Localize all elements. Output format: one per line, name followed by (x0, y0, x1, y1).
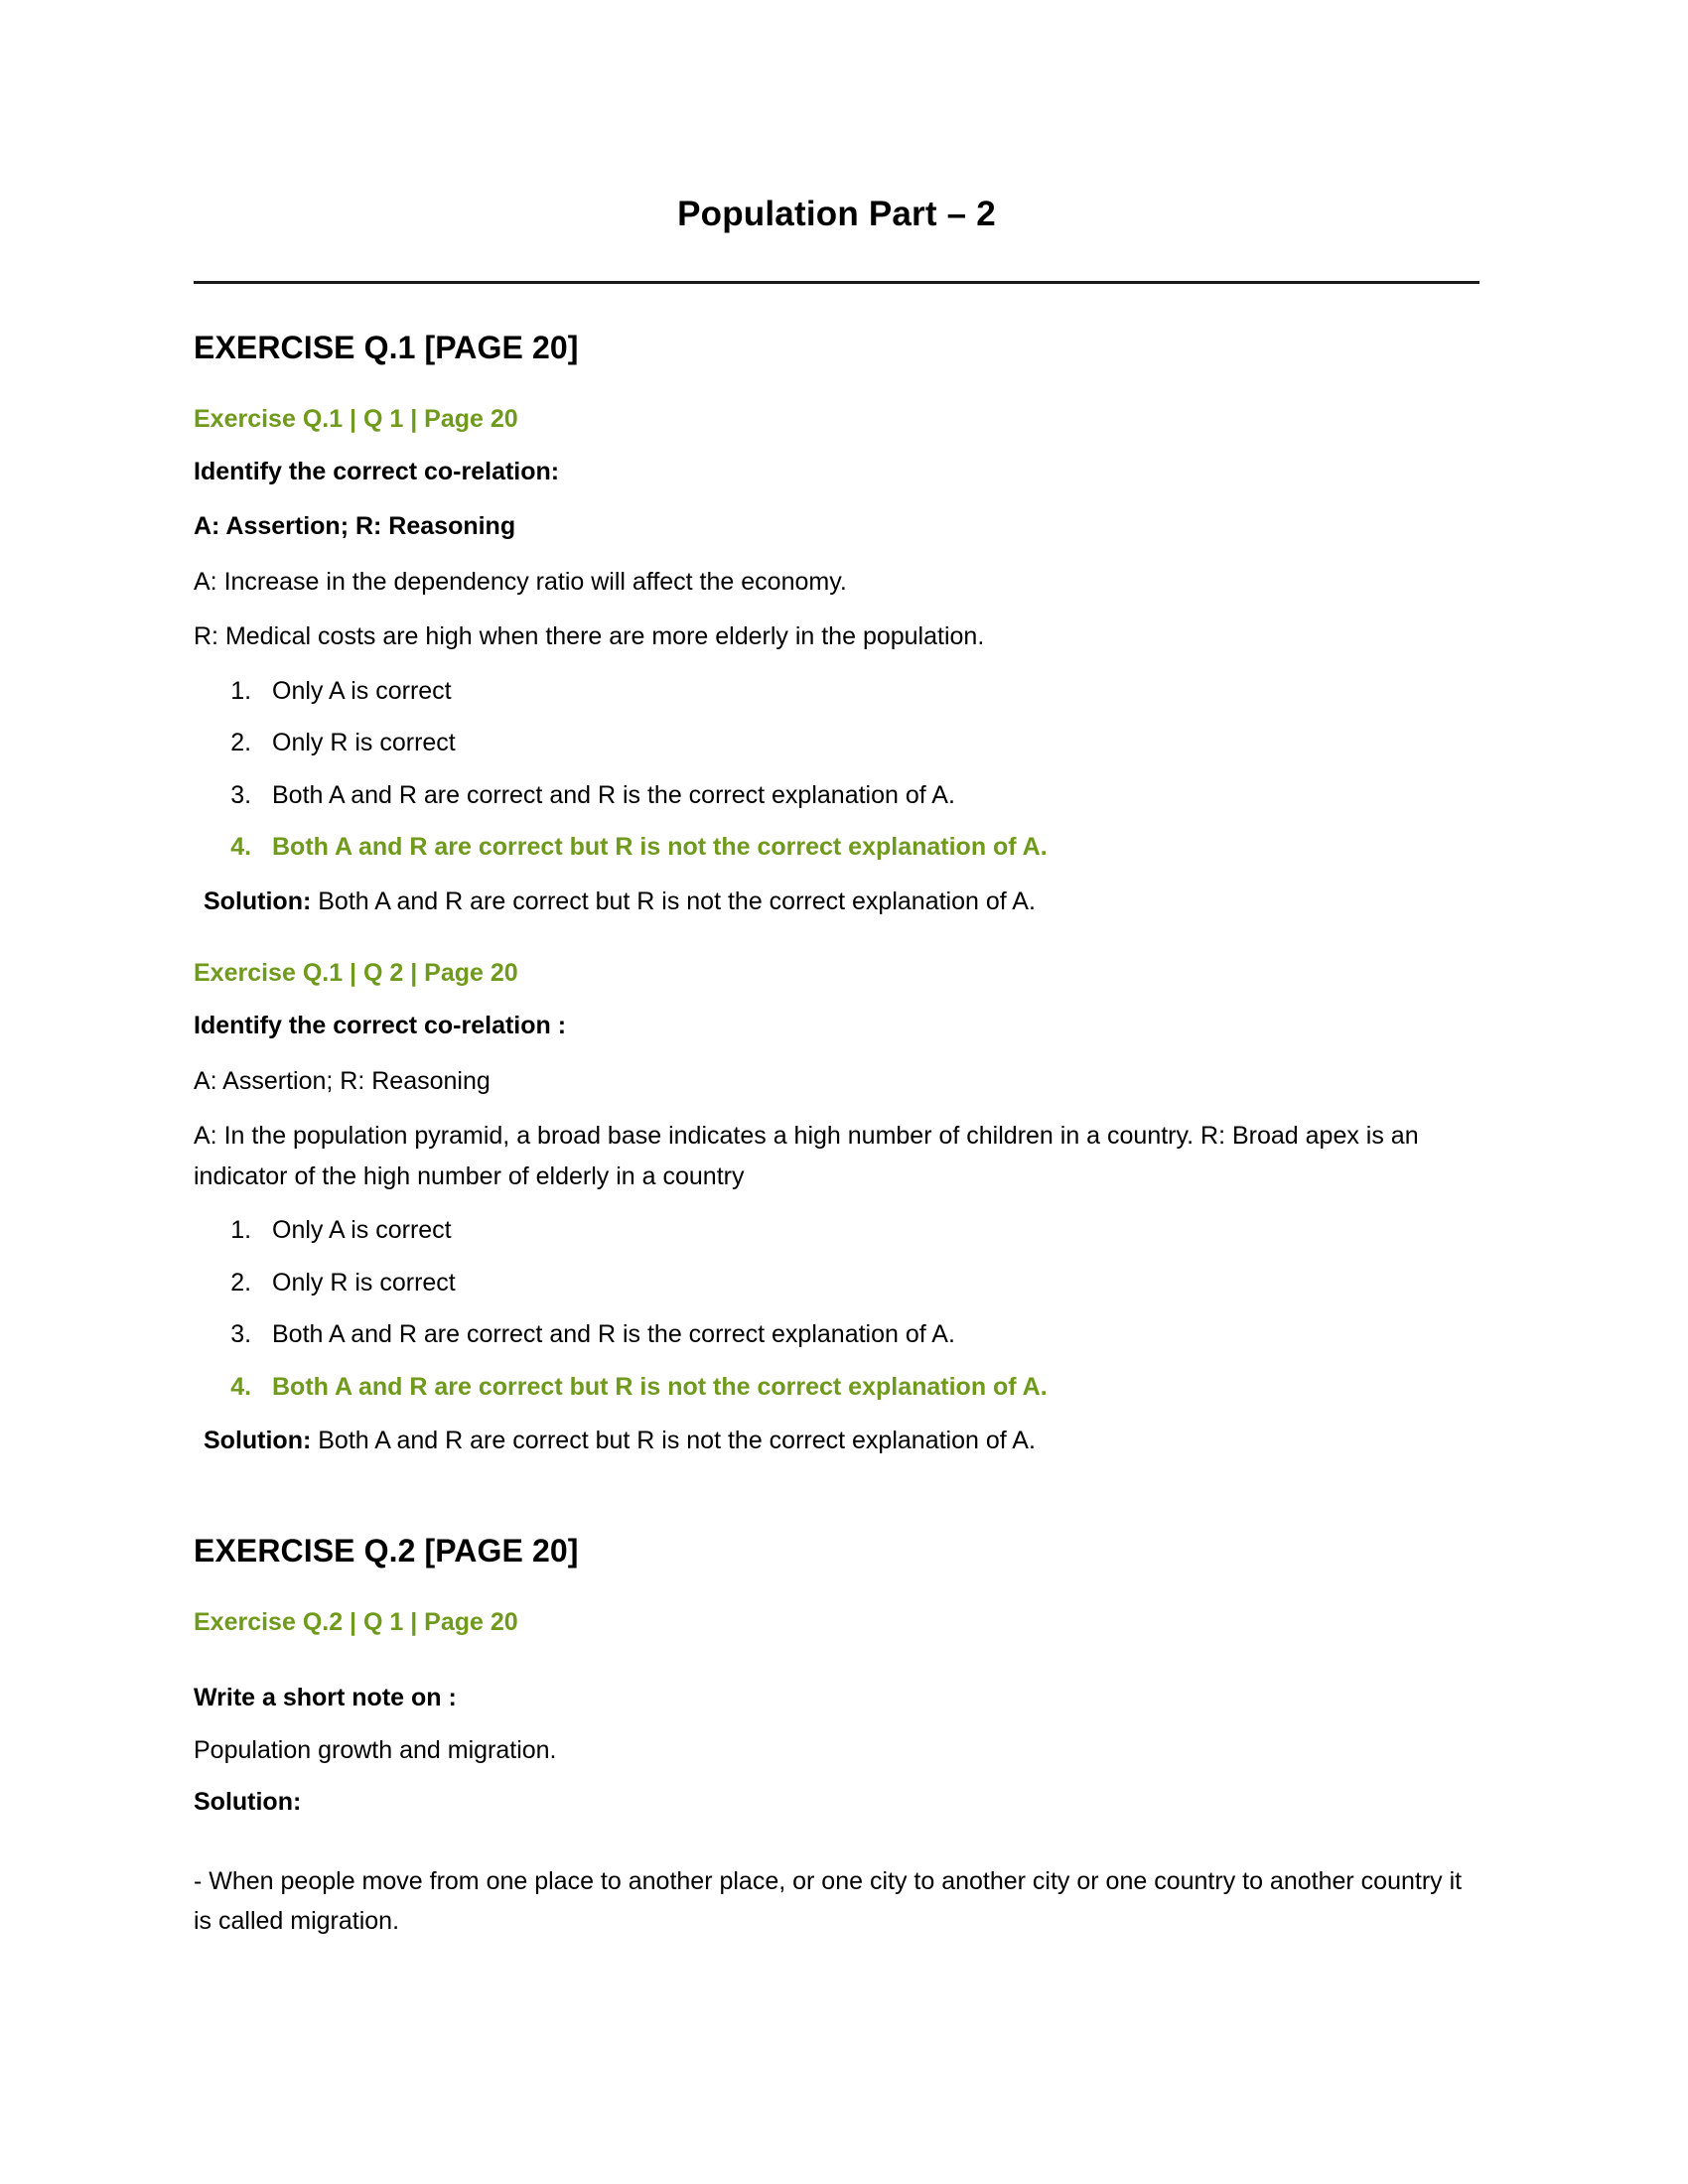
question-legend-q1-1: A: Assertion; R: Reasoning (194, 512, 516, 541)
question-prompt-q2-1: Write a short note on : (194, 1684, 457, 1712)
option-item[interactable] (258, 1302, 1479, 1355)
question-topic-q2-1: Population growth and migration. (194, 1735, 557, 1764)
section-heading-exercise-1: EXERCISE Q.1 [PAGE 20] (194, 330, 579, 365)
option-label: Only A is correct (272, 676, 452, 705)
option-label: Both A and R are correct and R is the correct explanation of A. (272, 1320, 955, 1348)
solution-text: Both A and R are correct but R is not the correct explanation of A. (311, 1427, 1036, 1454)
question-prompt-q1-2: Identify the correct co-relation : (194, 1012, 567, 1039)
option-item-correct[interactable] (258, 815, 1479, 868)
question-ref-q1-2: Exercise Q.1 | Q 2 | Page 20 (194, 959, 518, 988)
question-prompt-q1-1: Identify the correct co-relation: (194, 457, 560, 485)
solution-label: Solution: (204, 887, 312, 915)
option-label: Only R is correct (272, 729, 456, 757)
solution-label-q2-1: Solution: (194, 1788, 302, 1817)
solution-q1-1 (194, 868, 1479, 922)
page-title: Population Part – 2 (677, 195, 996, 233)
solution-text: Both A and R are correct but R is not the correct explanation of A. (311, 887, 1036, 915)
section-spacer (194, 1461, 1479, 1495)
spacer (194, 1823, 1479, 1846)
assertion-text-q1-1: A: Increase in the dependency ratio will affect the economy. (194, 567, 847, 596)
option-label: Only R is correct (272, 1268, 456, 1297)
solution-q1-2 (194, 1407, 1479, 1461)
option-item[interactable] (258, 711, 1479, 763)
option-item-correct[interactable] (258, 1355, 1479, 1408)
document-content (194, 0, 1479, 1942)
option-label: Both A and R are correct and R is the correct explanation of A. (272, 780, 955, 809)
question-ref-q2-1: Exercise Q.2 | Q 1 | Page 20 (194, 1607, 518, 1636)
option-item[interactable] (258, 1208, 1479, 1251)
option-item[interactable] (258, 1251, 1479, 1303)
solution-label: Solution: (204, 1427, 312, 1454)
option-list-q1-1 (194, 657, 1479, 868)
option-label: Both A and R are correct but R is not the correct explanation of A. (272, 833, 1048, 862)
title-divider (194, 281, 1479, 284)
question-legend-q1-2: A: Assertion; R: Reasoning (194, 1066, 491, 1095)
reasoning-text-q1-1: R: Medical costs are high when there are more elderly in the population. (194, 622, 985, 651)
option-item[interactable] (258, 763, 1479, 816)
solution-answer-q2-1: - When people move from one place to another place, or one city to another city or one country to another country it is called migration. (194, 1866, 1463, 1936)
option-label: Only A is correct (272, 1216, 452, 1244)
section-heading-exercise-2: EXERCISE Q.2 [PAGE 20] (194, 1532, 579, 1569)
question-ref-q1-1: Exercise Q.1 | Q 1 | Page 20 (194, 405, 518, 433)
assertion-text-q1-2: A: In the population pyramid, a broad base indicates a high number of children in a country. R: Broad apex is an indicator of the high number of elderly in a country (194, 1122, 1419, 1190)
option-item[interactable] (258, 669, 1479, 712)
option-label: Both A and R are correct but R is not the correct explanation of A. (272, 1372, 1048, 1401)
spacer (194, 1639, 1479, 1663)
option-list-q1-2 (194, 1196, 1479, 1407)
